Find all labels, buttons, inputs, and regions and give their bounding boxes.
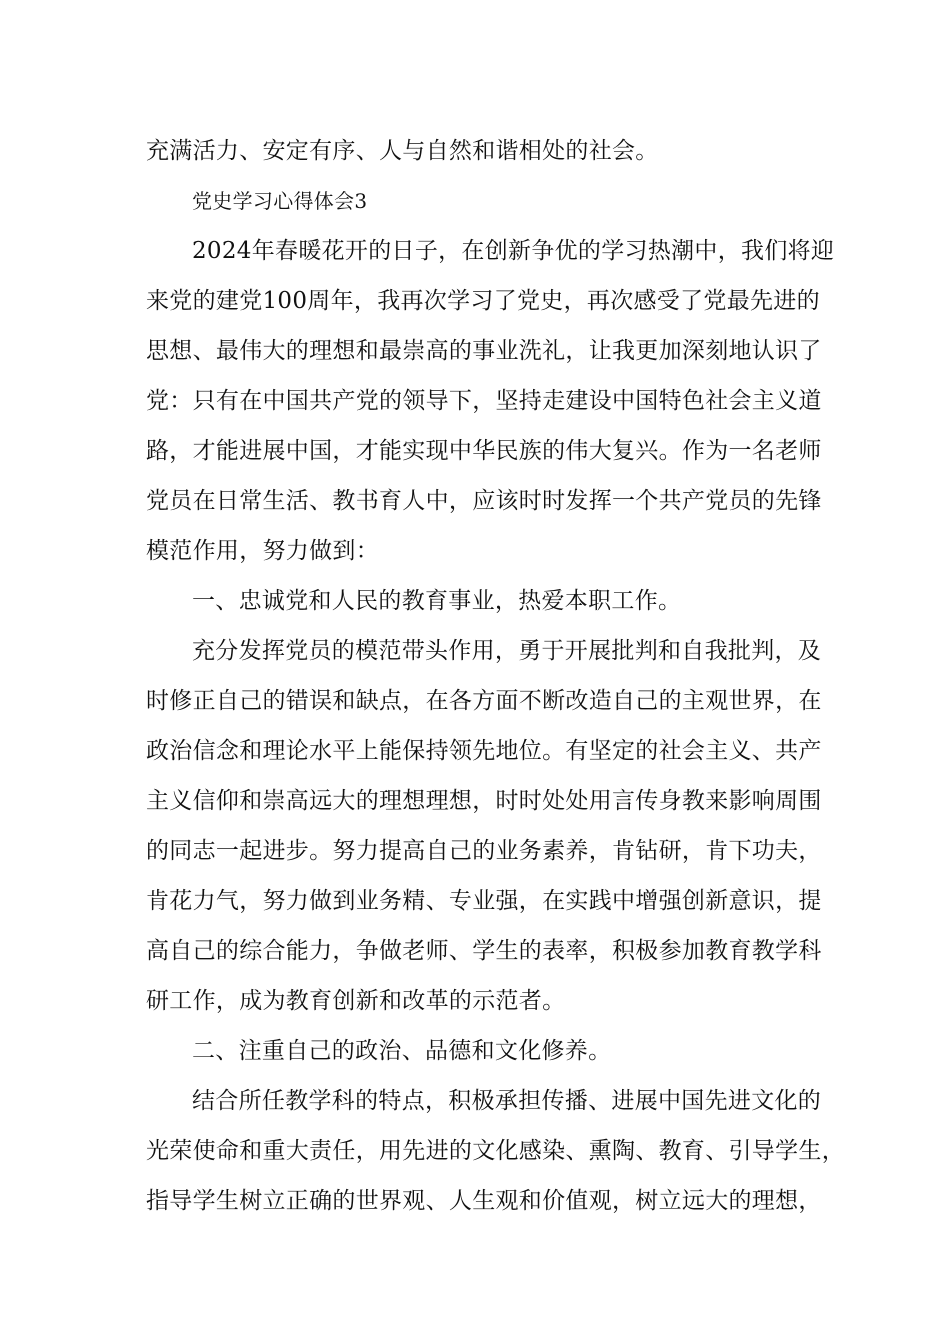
paragraph-line: 的同志一起进步。努力提高自己的业务素养，肯钻研，肯下功夫，	[146, 838, 822, 864]
paragraph-line: 模范作用，努力做到：	[146, 538, 379, 564]
paragraph-line: 主义信仰和崇高远大的理想理想，时时处处用言传身教来影响周围	[146, 788, 822, 814]
paragraph-line: 思想、最伟大的理想和最崇高的事业洗礼，让我更加深刻地认识了	[146, 338, 822, 364]
paragraph-line: 党员在日常生活、教书育人中，应该时时发挥一个共产党员的先锋	[146, 488, 822, 514]
paragraph-line: 高自己的综合能力，争做老师、学生的表率，积极参加教育教学科	[146, 938, 822, 964]
section-title: 党史学习心得体会3	[192, 189, 368, 213]
paragraph-line: 来党的建党100周年，我再次学习了党史，再次感受了党最先进的	[146, 288, 820, 314]
subheading-1: 一、忠诚党和人民的教育事业，热爱本职工作。	[192, 588, 682, 614]
subheading-2: 二、注重自己的政治、品德和文化修养。	[192, 1038, 612, 1064]
paragraph-line: 肯花力气，努力做到业务精、专业强，在实践中增强创新意识，提	[146, 888, 822, 914]
paragraph-line: 研工作，成为教育创新和改革的示范者。	[146, 988, 566, 1014]
paragraph-line: 光荣使命和重大责任，用先进的文化感染、熏陶、教育、引导学生，	[146, 1138, 845, 1164]
paragraph-line: 时修正自己的错误和缺点，在各方面不断改造自己的主观世界，在	[146, 688, 822, 714]
paragraph-line: 2024年春暖花开的日子，在创新争优的学习热潮中，我们将迎	[192, 238, 835, 264]
paragraph-line: 路，才能进展中国，才能实现中华民族的伟大复兴。作为一名老师	[146, 438, 822, 464]
paragraph-line: 政治信念和理论水平上能保持领先地位。有坚定的社会主义、共产	[146, 738, 822, 764]
paragraph-line: 指导学生树立正确的世界观、人生观和价值观，树立远大的理想，	[146, 1188, 822, 1214]
paragraph-line: 党：只有在中国共产党的领导下，坚持走建设中国特色社会主义道	[146, 388, 822, 414]
paragraph-line: 结合所任教学科的特点，积极承担传播、进展中国先进文化的	[192, 1088, 822, 1114]
paragraph-line: 充满活力、安定有序、人与自然和谐相处的社会。	[146, 138, 659, 164]
paragraph-line: 充分发挥党员的模范带头作用，勇于开展批判和自我批判，及	[192, 638, 822, 664]
